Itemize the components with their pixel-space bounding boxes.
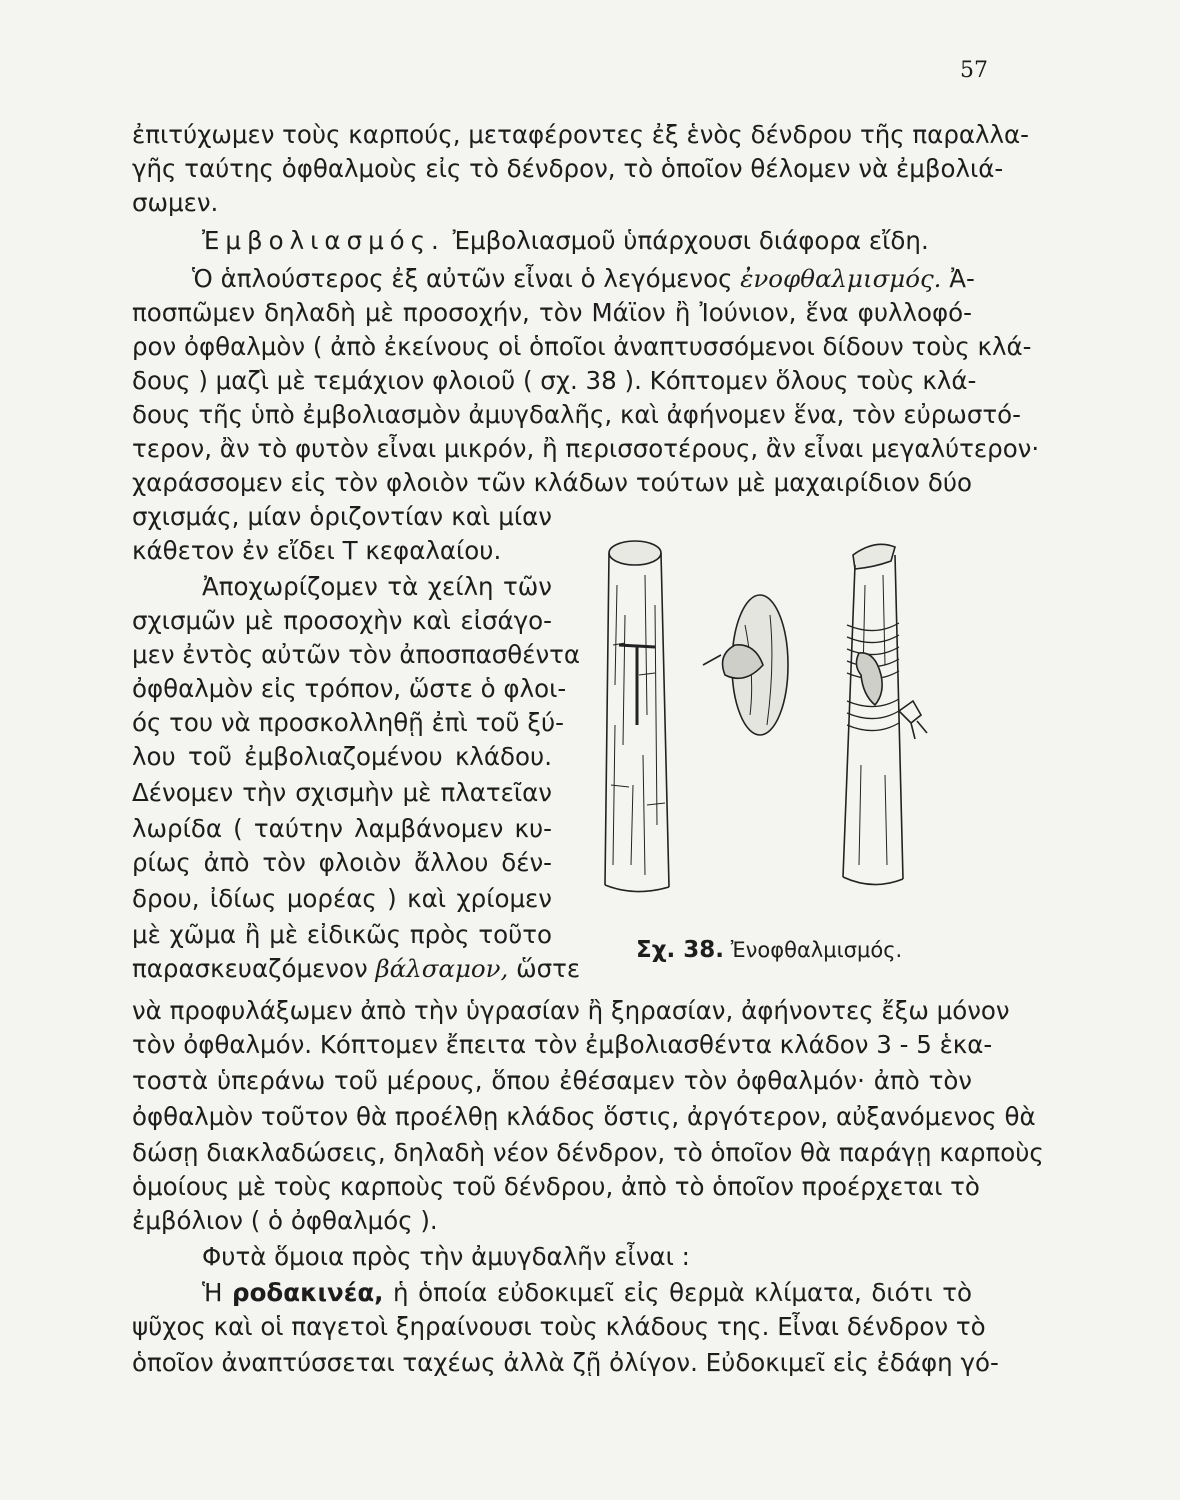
text-line: τοστὰ ὑπεράνω τοῦ μέρους, ὅπου ἐθέσαμεν τὸν ὀφθαλμόν· ἀπὸ τὸν [132, 1066, 972, 1095]
text-line: σχισμῶν μὲ προσοχὴν καὶ εἰσάγο- [132, 606, 552, 635]
bud-shield-drawing [703, 595, 788, 735]
section-heading-line [132, 224, 972, 258]
text-line: ὁποῖον ἀναπτύσσεται ταχέως ἀλλὰ ζῇ ὀλίγον. Εὐδοκιμεῖ εἰς ἐδάφη γό- [132, 1348, 999, 1377]
text-span: ἡ ὁποία εὐδοκιμεῖ εἰς θερμὰ κλίματα, διότι τὸ [393, 1278, 972, 1307]
text-span: Ἀ- [949, 264, 975, 293]
right-branch-drawing [843, 544, 927, 884]
text-line: δρου, ἰδίως μορέας ) καὶ χρίομεν [132, 884, 552, 913]
section-heading: Ἐμβολιασμός. [202, 226, 445, 255]
text-line: Δένομεν τὴν σχισμὴν μὲ πλατεῖαν [132, 778, 552, 807]
text-span: Ὁ ἁπλούστερος ἐξ αὐτῶν εἶναι ὁ λεγόμενος [192, 264, 733, 293]
text-line: δώσῃ διακλαδώσεις, δηλαδὴ νέον δένδρον, τὸ ὁποῖον θὰ παράγῃ καρποὺς [132, 1138, 1044, 1167]
section-text: Ἐμβολιασμοῦ ὑπάρχουσι διάφορα εἴδη. [452, 226, 929, 255]
text-line: κάθετον ἐν εἴδει Τ κεφαλαίου. [132, 536, 502, 565]
text-line: νὰ προφυλάξωμεν ἀπὸ τὴν ὑγρασίαν ἢ ξηρασίαν, ἀφήνοντες ἔξω μόνον [132, 996, 1010, 1025]
text-line: ἐμβόλιον ( ὁ ὀφθαλμός ). [132, 1206, 438, 1235]
text-line: ὀφθαλμὸν εἰς τρόπον, ὥστε ὁ φλοι- [132, 674, 567, 703]
budding-illustration [585, 525, 975, 905]
text-line: ρίως ἀπὸ τὸν φλοιὸν ἄλλου δέν- [132, 848, 552, 877]
text-line: λου τοῦ ἐμβολιαζομένου κλάδου. [132, 742, 552, 771]
text-line: σωμεν. [132, 188, 219, 217]
text-line: τερον, ἂν τὸ φυτὸν εἶναι μικρόν, ἢ περισσοτέρους, ἂν εἶναι μεγαλύτερον· [132, 434, 1040, 463]
text-line [132, 262, 975, 296]
text-line: ποσπῶμεν δηλαδὴ μὲ προσοχήν, τὸν Μάϊον ἢ Ἰούνιον, ἕνα φυλλοφό- [132, 298, 972, 327]
italic-term: βάλσαμον, [375, 954, 509, 983]
text-line: λωρίδα ( ταύτην λαμβάνομεν κυ- [132, 814, 552, 843]
bold-term: ροδακινέα, [232, 1278, 384, 1307]
text-line: Φυτὰ ὅμοια πρὸς τὴν ἀμυγδαλῆν εἶναι : [202, 1242, 690, 1271]
italic-term: ἐνοφθαλμισμός. [740, 264, 942, 293]
text-line: σχισμάς, μίαν ὁριζοντίαν καὶ μίαν [132, 502, 552, 531]
text-line: ρον ὀφθαλμὸν ( ἀπὸ ἐκείνους οἱ ὁποῖοι ἀναπτυσσόμενοι δίδουν τοὺς κλά- [132, 332, 1032, 361]
text-line: χαράσσομεν εἰς τὸν φλοιὸν τῶν κλάδων τούτων μὲ μαχαιρίδιον δύο [132, 468, 972, 497]
text-line: τὸν ὀφθαλμόν. Κόπτομεν ἔπειτα τὸν ἐμβολιασθέντα κλάδον 3 - 5 ἑκα- [132, 1030, 993, 1059]
text-span: παρασκευαζόμενον [132, 954, 368, 983]
text-line: ὀφθαλμὸν τοῦτον θὰ προέλθῃ κλάδος ὅστις, ἀργότερον, αὐξανόμενος θὰ [132, 1102, 1036, 1131]
text-line: γῆς ταύτης ὀφθαλμοὺς εἰς τὸ δένδρον, τὸ ὁποῖον θέλομεν νὰ ἐμβολιά- [132, 154, 1004, 183]
text-line: ὁμοίους μὲ τοὺς καρποὺς τοῦ δένδρου, ἀπὸ τὸ ὁποῖον προέρχεται τὸ [132, 1172, 980, 1201]
text-line: δους ) μαζὶ μὲ τεμάχιον φλοιοῦ ( σχ. 38 ). Κόπτομεν ὅλους τοὺς κλά- [132, 366, 977, 395]
figure-label: Σχ. 38. [636, 937, 725, 963]
text-line: δους τῆς ὑπὸ ἐμβολιασμὸν ἀμυγδαλῆς, καὶ ἀφήνομεν ἕνα, τὸν εὐρωστό- [132, 400, 1021, 429]
text-line: μὲ χῶμα ἢ μὲ εἰδικῶς πρὸς τοῦτο [132, 920, 552, 949]
text-span: Ἡ [202, 1278, 223, 1307]
page-number: 57 [960, 58, 988, 83]
text-span: ὥστε [516, 954, 581, 983]
left-branch-drawing [605, 541, 669, 892]
text-line [132, 952, 581, 986]
text-line: ψῦχος καὶ οἱ παγετοὶ ξηραίνουσι τοὺς κλάδους της. Εἶναι δένδρον τὸ [132, 1312, 986, 1341]
figure-caption [636, 937, 902, 963]
text-line: ός του νὰ προσκολληθῇ ἐπὶ τοῦ ξύ- [132, 708, 565, 737]
text-line: ἐπιτύχωμεν τοὺς καρπούς, μεταφέροντες ἐξ ἑνὸς δένδρου τῆς παραλλα- [132, 120, 1030, 149]
text-line: μεν ἐντὸς αὐτῶν τὸν ἀποσπασθέντα [132, 640, 581, 669]
figure-title: Ἐνοφθαλμισμός. [730, 938, 903, 962]
text-line: Ἀποχωρίζομεν τὰ χείλη τῶν [202, 572, 552, 601]
text-line [132, 1276, 972, 1310]
